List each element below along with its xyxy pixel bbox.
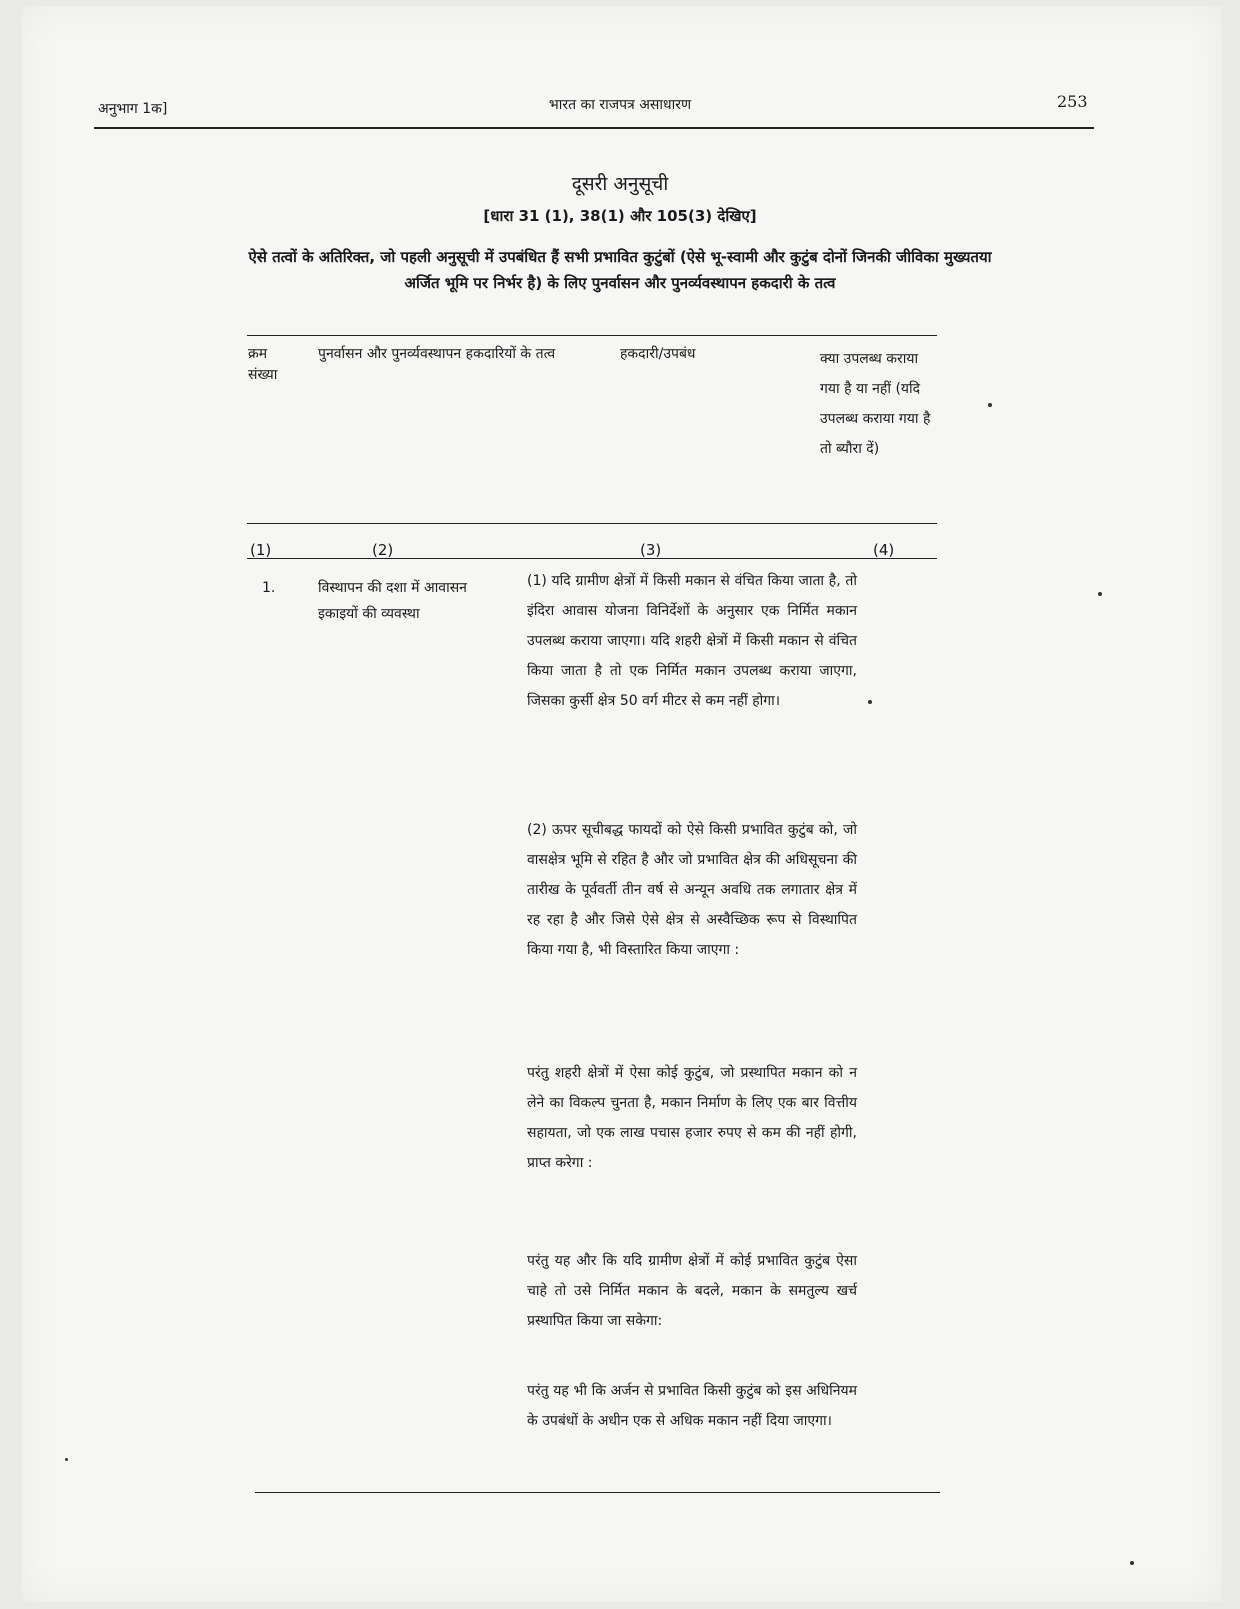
- scan-speck: [1098, 592, 1102, 596]
- header-rule: [94, 127, 1094, 129]
- scan-speck: [868, 700, 872, 704]
- scan-speck: [988, 403, 992, 407]
- header-element: पुनर्वासन और पुनर्व्यवस्थापन हकदारियों के तत्व: [318, 346, 556, 362]
- column-number-4: (4): [873, 541, 895, 559]
- scan-speck: [1130, 1561, 1134, 1565]
- scan-speck: [65, 1458, 68, 1461]
- provision-paragraph: (2) ऊपर सूचीबद्ध फायदों को ऐसे किसी प्रभावित कुटुंब को, जो वासक्षेत्र भूमि से रहित है और जो प्रभावित क्षेत्र की अधिसूचना की तारीख के पूर्ववर्ती तीन वर्ष से अन्यून अवधि तक लगातार क्षेत्र में रह रहा है और जिसे ऐसे क्षेत्र से अस्वैच्छिक रूप से विस्थापित किया गया है, भी विस्तारित किया जाएगा :: [527, 822, 857, 958]
- provision-clause-1: [527, 566, 857, 728]
- section-label: अनुभाग 1क]: [98, 101, 168, 117]
- provision-proviso-3: [527, 1376, 857, 1448]
- table-top-rule: [247, 335, 937, 336]
- schedule-title: दूसरी अनुसूची: [571, 173, 669, 195]
- provision-proviso-2: [527, 1246, 857, 1348]
- provision-paragraph: (1) यदि ग्रामीण क्षेत्रों में किसी मकान से वंचित किया जाता है, तो इंदिरा आवास योजना विनिर्देशों के अनुसार एक निर्मित मकान उपलब्ध कराया जाएगा। यदि शहरी क्षेत्रों में किसी मकान से वंचित किया जाता है तो एक निर्मित मकान उपलब्ध कराया जाएगा, जिसका कुर्सी क्षेत्र 50 वर्ग मीटर से कम नहीं होगा।: [527, 573, 857, 709]
- row-element: विस्थापन की दशा में आवासन इकाइयों की व्यवस्था: [318, 580, 467, 622]
- provision-paragraph: परंतु यह भी कि अर्जन से प्रभावित किसी कुटुंब को इस अधिनियम के उपबंधों के अधीन एक से अधिक मकान नहीं दिया जाएगा।: [527, 1383, 857, 1429]
- column-number-3: (3): [640, 541, 662, 559]
- header-provision: हकदारी/उपबंध: [620, 346, 696, 362]
- provision-paragraph: परंतु शहरी क्षेत्रों में ऐसा कोई कुटुंब, जो प्रस्थापित मकान को न लेने का विकल्प चुनता है, मकान निर्माण के लिए एक बार वित्तीय सहायता, जो एक लाख पचास हजार रुपए से कम की नहीं होगी, प्राप्त करेगा :: [527, 1065, 857, 1171]
- schedule-intro: ऐसे तत्वों के अतिरिक्त, जो पहली अनुसूची में उपबंधित हैं सभी प्रभावित कुटुंबों (ऐसे भू-स्वामी और कुटुंब दोनों जिनकी जीविका मुख्यतया अर्जित भूमि पर निर्भर है) के लिए पुनर्वासन और पुनर्व्यवस्थापन हकदारी के तत्व: [248, 248, 992, 292]
- header-status: क्या उपलब्ध कराया गया है या नहीं (यदि उपलब्ध कराया गया है तो ब्यौरा दें): [820, 351, 931, 457]
- provision-proviso-1: [527, 1058, 857, 1190]
- gazette-title: भारत का राजपत्र असाधारण: [548, 97, 692, 113]
- header-bottom-rule: [247, 523, 937, 524]
- column-number-1: (1): [250, 541, 272, 559]
- row-number: 1.: [262, 580, 276, 596]
- table-bottom-rule: [255, 1492, 940, 1493]
- provision-paragraph: परंतु यह और कि यदि ग्रामीण क्षेत्रों में कोई प्रभावित कुटुंब ऐसा चाहे तो उसे निर्मित मकान के बदले, मकान के समतुल्य खर्च प्रस्थापित किया जा सकेगा:: [527, 1253, 857, 1329]
- schedule-reference: [धारा 31 (1), 38(1) और 105(3) देखिए]: [483, 207, 757, 225]
- column-number-rule: [247, 558, 937, 559]
- provision-clause-2: [527, 815, 857, 977]
- page-number: 253: [1057, 92, 1088, 111]
- header-serial: क्रम संख्या: [248, 346, 278, 383]
- column-number-2: (2): [372, 541, 394, 559]
